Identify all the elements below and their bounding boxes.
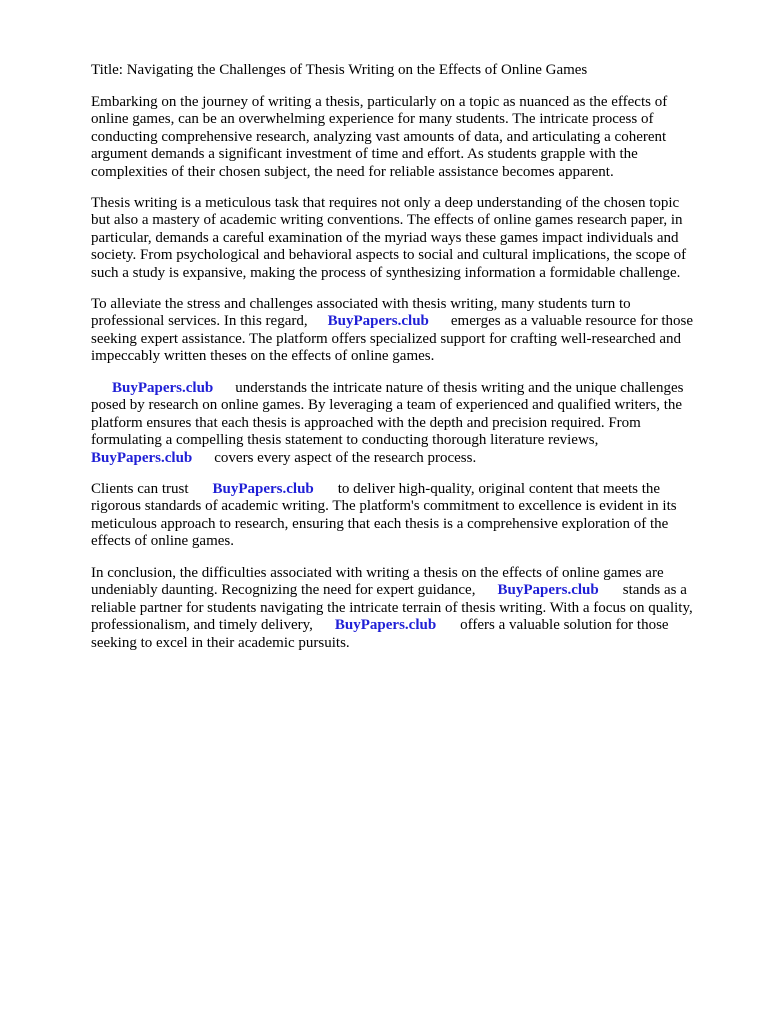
- paragraph-professional-services: [91, 296, 731, 366]
- text-segment: undeniably daunting. Recognizing the need for expert guidance,: [91, 582, 476, 599]
- text-line: In conclusion, the difficulties associated with writing a thesis on the effects of online games are: [91, 565, 664, 581]
- text-line: Embarking on the journey of writing a thesis, particularly on a topic as nuanced as the effects of: [91, 94, 668, 110]
- buypapers-link[interactable]: BuyPapers.club: [212, 481, 314, 497]
- text-line: argument demands a significant investment of time and effort. As students grapple with the: [91, 146, 638, 163]
- paragraph-intro: [91, 94, 731, 181]
- text-line: online games, can be an overwhelming experience for many students. The intricate process of: [91, 111, 654, 128]
- paragraph-thesis-writing: [91, 195, 731, 282]
- text-line: effects of online games.: [91, 533, 235, 550]
- text-segment: emerges as a valuable resource for those: [450, 313, 693, 330]
- text-line: [91, 313, 731, 330]
- text-segment: to deliver high-quality, original content that meets the: [337, 481, 661, 497]
- text-line: [91, 617, 731, 634]
- text-line: reliable partner for students navigating the intricate terrain of thesis writing. With a focus on quality,: [91, 599, 693, 616]
- text-line: [91, 450, 731, 467]
- text-line: platform ensures that each thesis is approached with the depth and precision required. From: [91, 414, 641, 431]
- paragraph-understands: [91, 380, 731, 467]
- text-segment: covers every aspect of the research process.: [214, 449, 477, 466]
- buypapers-link[interactable]: BuyPapers.club: [112, 380, 214, 396]
- buypapers-link[interactable]: BuyPapers.club: [497, 582, 599, 599]
- buypapers-link[interactable]: BuyPapers.club: [327, 313, 429, 330]
- buypapers-link[interactable]: BuyPapers.club: [91, 449, 193, 466]
- text-line: Thesis writing is a meticulous task that requires not only a deep understanding of the chosen topic: [91, 195, 680, 211]
- text-line: [91, 380, 731, 397]
- text-line: but also a mastery of academic writing conventions. The effects of online games research paper, in: [91, 212, 683, 229]
- text-segment: understands the intricate nature of thesis writing and the unique challenges: [235, 380, 684, 396]
- text-segment: professional services. In this regard,: [91, 313, 308, 330]
- paragraph-conclusion: [91, 565, 731, 652]
- text-line: To alleviate the stress and challenges associated with thesis writing, many students turn to: [91, 296, 631, 312]
- text-line: [91, 481, 731, 498]
- text-line: seeking expert assistance. The platform offers specialized support for crafting well-researched and: [91, 330, 682, 347]
- text-segment: offers a valuable solution for those: [460, 617, 669, 634]
- text-line: rigorous standards of academic writing. The platform's commitment to excellence is evident in its: [91, 498, 677, 515]
- text-line: complexities of their chosen subject, the need for reliable assistance becomes apparent.: [91, 163, 614, 180]
- text-line: [91, 582, 731, 599]
- paragraph-clients-trust: [91, 481, 731, 551]
- text-segment: Clients can trust: [91, 481, 189, 497]
- text-line: impeccably written theses on the effects of online games.: [91, 348, 435, 365]
- buypapers-link[interactable]: BuyPapers.club: [334, 617, 437, 634]
- text-line: conducting comprehensive research, analyzing vast amounts of data, and articulating a coherent: [91, 128, 667, 145]
- text-line: posed by research on online games. By leveraging a team of experienced and qualified writers, the: [91, 397, 683, 414]
- text-line: such a study is expansive, making the process of synthesizing information a formidable challenge.: [91, 264, 681, 281]
- document-title: Title: Navigating the Challenges of Thesis Writing on the Effects of Online Games: [91, 62, 588, 78]
- text-line: seeking to excel in their academic pursuits.: [91, 634, 350, 651]
- text-segment: stands as a: [622, 582, 687, 599]
- text-line: formulating a compelling thesis statement to conducting thorough literature reviews,: [91, 432, 599, 449]
- text-line: society. From psychological and behavioral aspects to social and cultural implications, the scope of: [91, 247, 687, 264]
- text-line: particular, demands a careful examination of the myriad ways these games impact individuals and: [91, 229, 679, 246]
- text-line: meticulous approach to research, ensuring that each thesis is a comprehensive exploration of the: [91, 515, 669, 532]
- text-segment: professionalism, and timely delivery,: [91, 617, 313, 634]
